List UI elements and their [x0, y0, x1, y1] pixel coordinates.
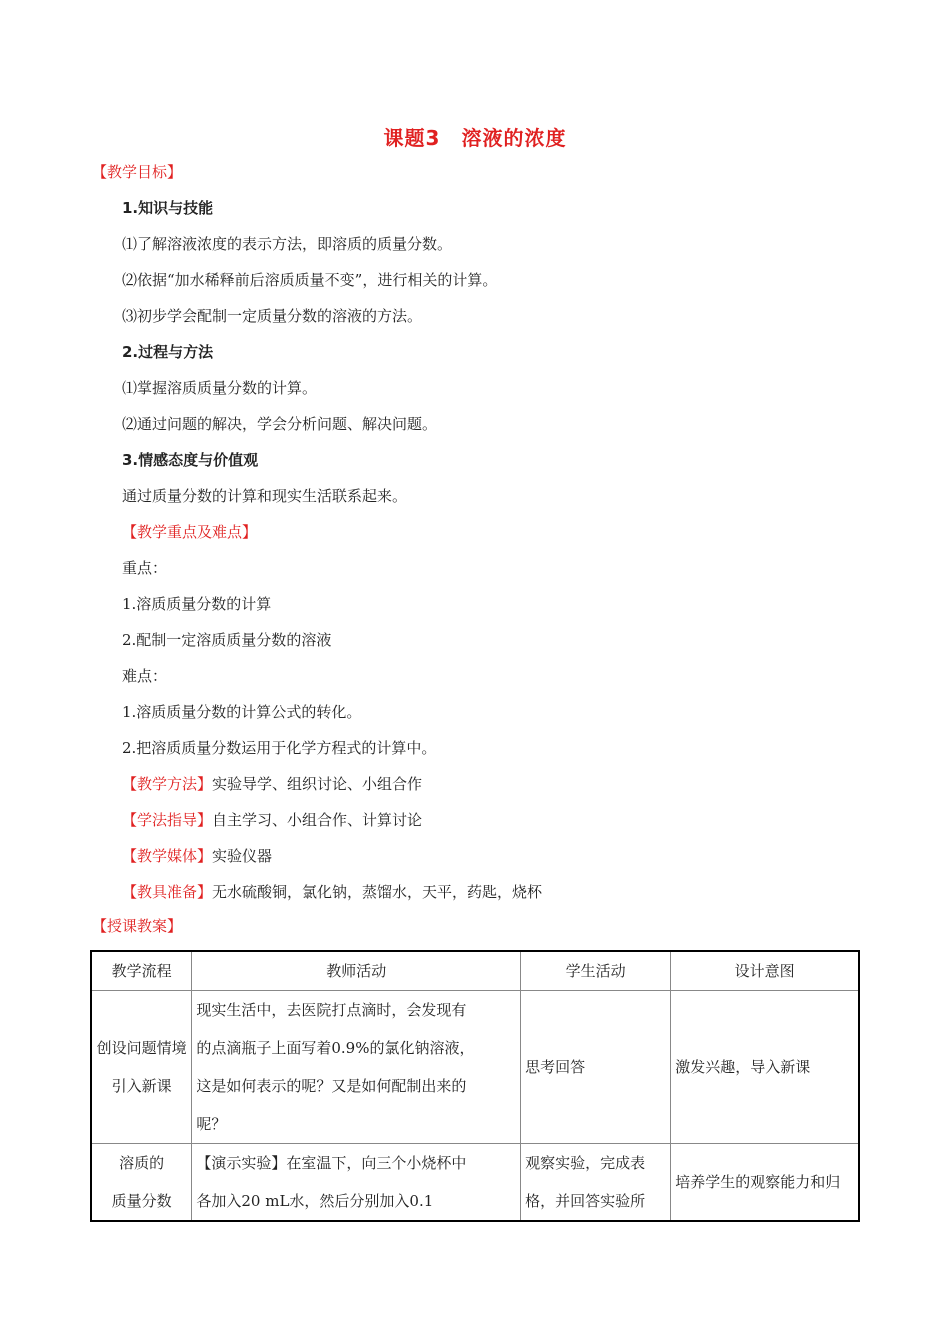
objectives-heading: 【教学目标】 — [92, 163, 183, 181]
table-row — [91, 1144, 859, 1222]
method-text: 实验仪器 — [212, 847, 273, 865]
section-knowledge-title: 1.知识与技能 — [122, 199, 214, 217]
flow-text: 创设问题情境 — [96, 1039, 187, 1057]
method-label: 【教学媒体】 — [122, 847, 213, 865]
student-text: 格，并回答实验所 — [525, 1192, 646, 1210]
method-line — [122, 846, 272, 866]
flow-text: 溶质的 — [119, 1154, 165, 1172]
method-line — [122, 774, 422, 794]
objective-item: ⑴掌握溶质质量分数的计算。 — [122, 379, 318, 397]
objective-item: ⑵依据“加水稀释前后溶质质量不变”，进行相关的计算。 — [122, 271, 498, 289]
intent-cell: 激发兴趣，导入新课 — [671, 991, 859, 1144]
difficulty-label: 难点： — [122, 667, 168, 685]
keypoints-heading: 【教学重点及难点】 — [122, 523, 258, 541]
header-flow: 教学流程 — [91, 951, 192, 991]
method-text: 无水硫酸铜，氯化钠，蒸馏水，天平，药匙，烧杯 — [212, 883, 543, 901]
teacher-cell — [192, 991, 521, 1144]
method-line — [122, 882, 542, 902]
method-text: 实验导学、组织讨论、小组合作 — [212, 775, 423, 793]
flow-cell — [91, 991, 192, 1144]
plan-heading: 【授课教案】 — [92, 917, 183, 935]
method-text: 自主学习、小组合作、计算讨论 — [212, 811, 423, 829]
flow-text: 引入新课 — [111, 1077, 172, 1095]
teacher-cell — [192, 1144, 521, 1222]
table-row — [91, 991, 859, 1144]
student-cell — [521, 1144, 671, 1222]
objective-text: 通过质量分数的计算和现实生活联系起来。 — [122, 487, 408, 505]
objective-item: ⑴了解溶液浓度的表示方法，即溶质的质量分数。 — [122, 235, 453, 253]
header-student: 学生活动 — [521, 951, 671, 991]
lesson-plan-table — [90, 950, 860, 1222]
method-label: 【教学方法】 — [122, 775, 213, 793]
student-cell: 思考回答 — [521, 991, 671, 1144]
method-label: 【学法指导】 — [122, 811, 213, 829]
key-item: 2.配制一定溶质质量分数的溶液 — [122, 631, 332, 649]
teacher-text: 这是如何表示的呢？又是如何配制出来的 — [196, 1077, 467, 1095]
header-teacher: 教师活动 — [192, 951, 521, 991]
method-line — [122, 810, 422, 830]
teacher-text: 的点滴瓶子上面写着0.9%的氯化钠溶液， — [196, 1039, 475, 1057]
objective-item: ⑵通过问题的解决，学会分析问题、解决问题。 — [122, 415, 438, 433]
section-process-title: 2.过程与方法 — [122, 343, 214, 361]
method-label: 【教具准备】 — [122, 883, 213, 901]
objective-item: ⑶初步学会配制一定质量分数的溶液的方法。 — [122, 307, 423, 325]
table-header-row — [91, 951, 859, 991]
teacher-text: 各加入20 mL水，然后分别加入0.1 — [196, 1192, 434, 1210]
key-item: 1.溶质质量分数的计算 — [122, 595, 272, 613]
section-attitude-title: 3.情感态度与价值观 — [122, 451, 259, 469]
difficulty-item: 2.把溶质质量分数运用于化学方程式的计算中。 — [122, 739, 437, 757]
flow-cell — [91, 1144, 192, 1222]
difficulty-item: 1.溶质质量分数的计算公式的转化。 — [122, 703, 362, 721]
teacher-text: 【演示实验】在室温下，向三个小烧杯中 — [196, 1154, 467, 1172]
flow-text: 质量分数 — [111, 1192, 172, 1210]
teacher-text: 呢？ — [196, 1115, 227, 1133]
header-intent: 设计意图 — [671, 951, 859, 991]
key-label: 重点： — [122, 559, 168, 577]
teacher-text: 现实生活中，去医院打点滴时，会发现有 — [196, 1001, 467, 1019]
intent-cell: 培养学生的观察能力和归 — [671, 1144, 859, 1222]
student-text: 观察实验，完成表 — [525, 1154, 646, 1172]
page-title: 课题3 溶液的浓度 — [383, 126, 567, 150]
